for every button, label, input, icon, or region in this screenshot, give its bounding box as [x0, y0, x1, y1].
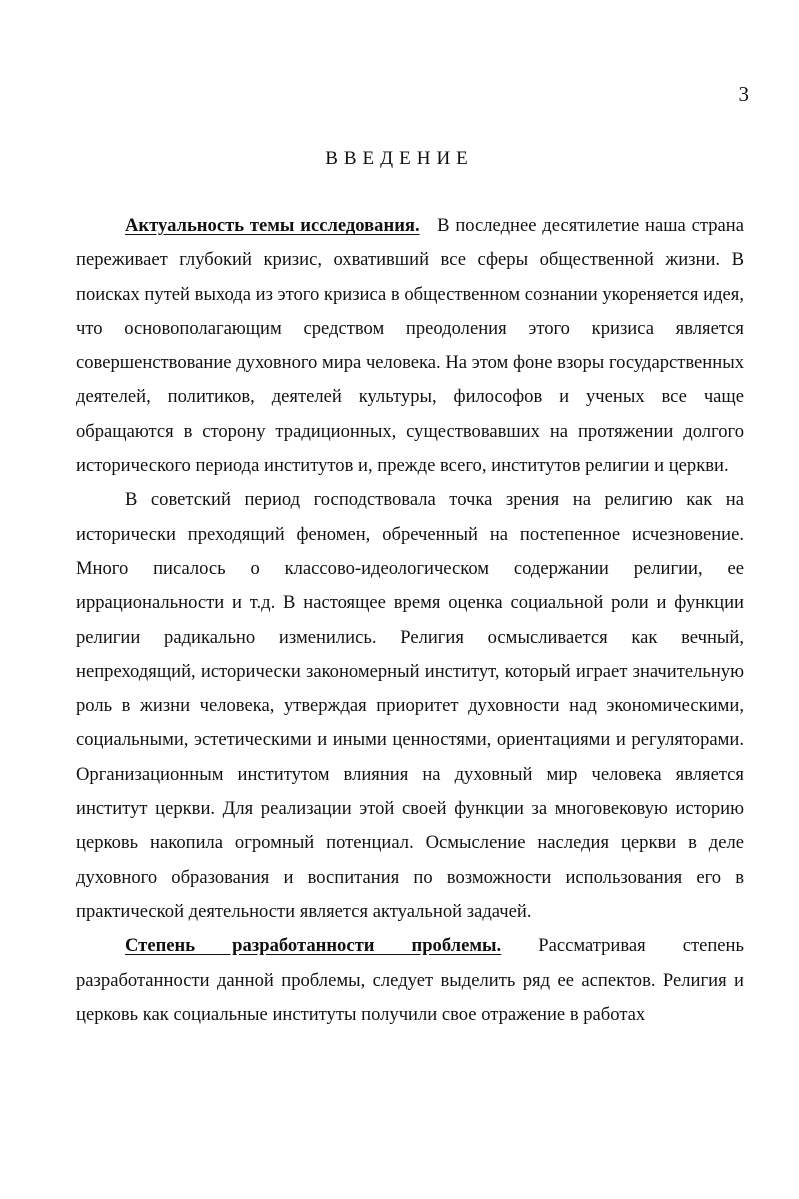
paragraph-text: Рассматривая степень разработанности данной проблемы, следует выделить ряд ее аспектов. Религия и церковь как социальные институты получили свое отражение в работах: [76, 935, 744, 1025]
section-title: ВВЕДЕНИЕ: [325, 148, 474, 169]
body-text: [76, 209, 744, 1032]
paragraph-text: В последнее десятилетие наша страна переживает глубокий кризис, охвативший все сферы общественной жизни. В поисках путей выхода из этого кризиса в общественном сознании укореняется идея, что основополагающим средством преодоления этого кризиса является совершенствование духовного мира человека. На этом фоне взоры государственных деятелей, политиков, деятелей культуры, философов и ученых все чаще обращаются в сторону традиционных, существовавших на протяжении долгого исторического периода институтов и, прежде всего, институтов религии и церкви.: [76, 215, 744, 477]
paragraph-text: В советский период господствовала точка зрения на религию как на исторически преходящий феномен, обреченный на постепенное исчезновение. Много писалось о классово-идеологическом содержании религии, ее иррациональности и т.д. В настоящее время оценка социальной роли и функции религии радикально изменились. Религия осмысливается как вечный, непреходящий, исторически закономерный институт, который играет значительную роль в жизни человека, утверждая приоритет духовности над экономическими, социальными, эстетическими и иными ценностями, ориентациями и регуляторами. Организационным институтом влияния на духовный мир человека является институт церкви. Для реализации этой своей функции за многовековую историю церковь накопила огромный потенциал. Осмысление наследия церкви в деле духовного образования и воспитания по возможности использования его в практической деятельности является актуальной задачей.: [76, 489, 744, 922]
heading-development-degree: Степень разработанности проблемы.: [125, 935, 502, 957]
paragraph-relevance: [76, 209, 744, 483]
paragraph-soviet-period: [76, 483, 744, 929]
heading-relevance: Актуальность темы исследования.: [125, 215, 420, 236]
paragraph-development-degree: [76, 929, 744, 1032]
page-number: 3: [738, 82, 749, 106]
